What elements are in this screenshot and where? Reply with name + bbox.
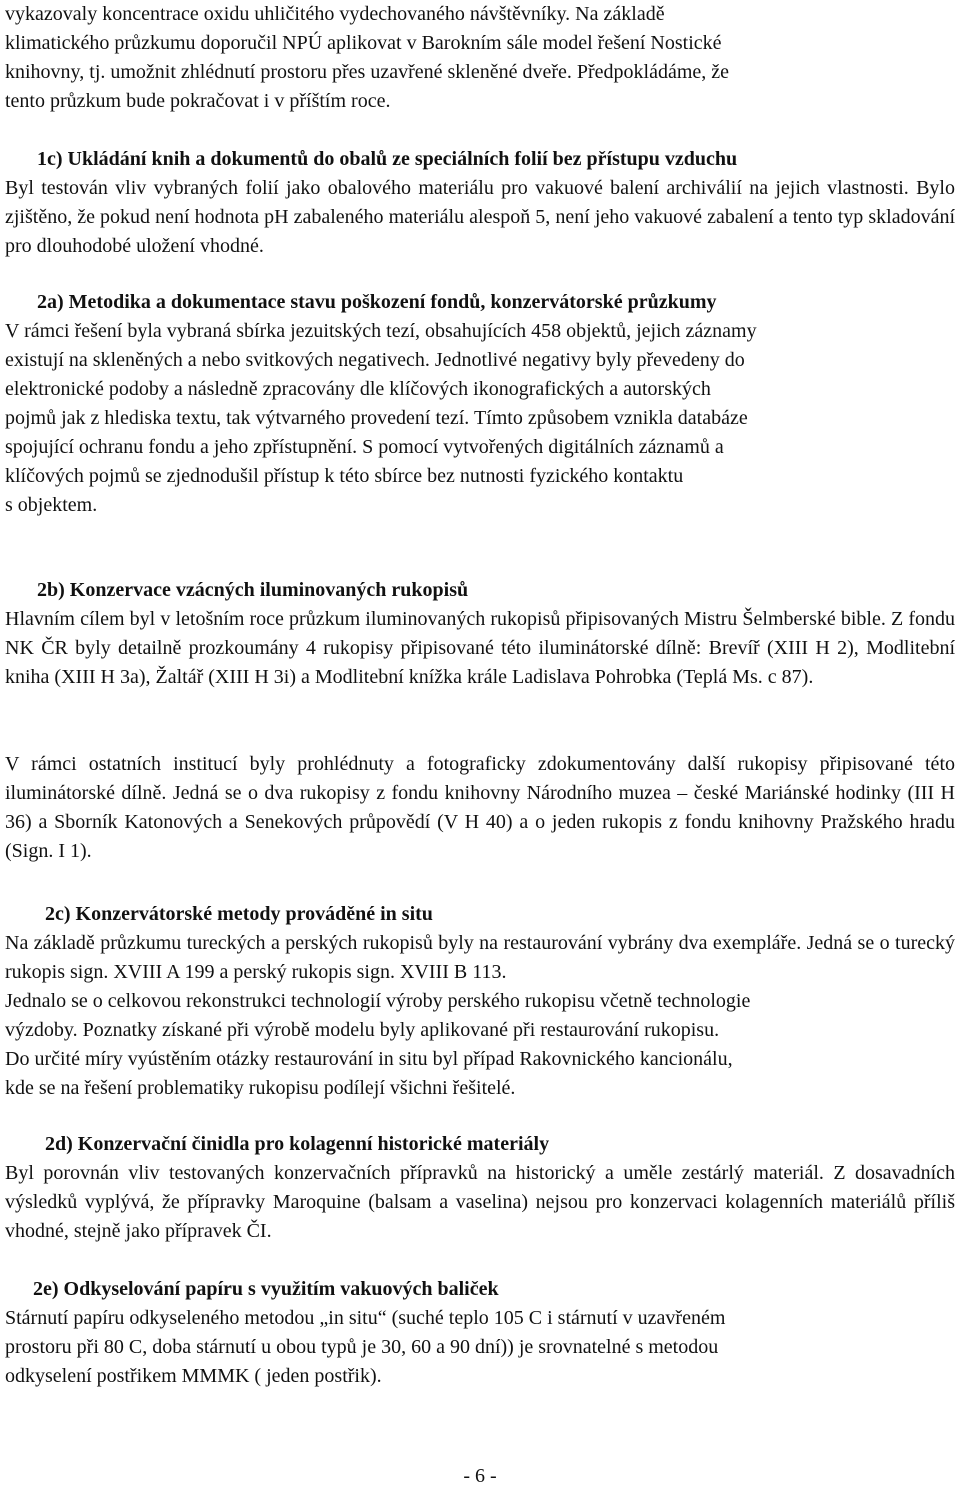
section-1c-heading: 1c) Ukládání knih a dokumentů do obalů ze speciálních folií bez přístupu vzduchu — [37, 148, 738, 170]
section-2a-line: spojující ochranu fondu a jeho zpřístupnění. S pomocí vytvořených digitálních záznamů a — [5, 436, 724, 458]
intro-line: tento průzkum bude pokračovat i v příštím roce. — [5, 90, 391, 112]
section-2b-heading: 2b) Konzervace vzácných iluminovaných rukopisů — [37, 579, 469, 601]
section-2d — [5, 1130, 955, 1246]
section-2a-line: elektronické podoby a následně zpracovány dle klíčových ikonografických a autorských — [5, 378, 711, 400]
section-2c-body: Na základě průzkumu tureckých a perských rukopisů byly na restaurování vybrány dva exempláře. Jedná se o turecký rukopis sign. XVIII A 199 a perský rukopis sign. XVIII B 113. — [5, 932, 955, 983]
section-2b — [5, 576, 955, 692]
section-2a-line: V rámci řešení byla vybraná sbírka jezuitských tezí, obsahujících 458 objektů, jejich záznamy — [5, 320, 757, 342]
section-2a-line: existují na skleněných a nebo svitkových negativech. Jednotlivé negativy byly převedeny do — [5, 349, 745, 371]
section-2e-line: odkyselení postřikem MMMK ( jeden postřik). — [5, 1365, 382, 1387]
intro-line: vykazovaly koncentrace oxidu uhličitého vydechovaného návštěvníky. Na základě — [5, 3, 665, 25]
section-2a-line: pojmů jak z hlediska textu, tak výtvarného provedení tezí. Tímto způsobem vznikla databáze — [5, 407, 748, 429]
section-2a — [5, 288, 955, 520]
section-1c — [5, 145, 955, 261]
section-2c-line: výzdoby. Poznatky získané při výrobě modelu byly aplikované při restaurování rukopisu. — [5, 1019, 720, 1041]
section-2e-heading: 2e) Odkyselování papíru s využitím vakuových baliček — [33, 1278, 499, 1300]
section-2c-line: Do určité míry vyústěním otázky restaurování in situ byl případ Rakovnického kancionálu, — [5, 1048, 733, 1070]
intro-line: knihovny, tj. umožnit zhlédnutí prostoru přes uzavřené skleněné dveře. Předpokládáme, že — [5, 61, 730, 83]
section-2c — [5, 900, 955, 1103]
section-2d-body: Byl porovnán vliv testovaných konzervačních přípravků na historický a uměle zestárlý materiál. Z dosavadních výsledků vyplývá, že přípravky Maroquine (balsam a vaselina) nejsou pro konzervaci kolagenních materiálů příliš vhodné, stejně jako přípravek ČI. — [5, 1162, 955, 1242]
section-2a-line: klíčových pojmů se zjednodušil přístup k této sbírce bez nutnosti fyzického kontaktu — [5, 465, 684, 487]
section-2c-heading: 2c) Konzervátorské metody prováděné in situ — [45, 903, 433, 925]
section-2c-line: Jednalo se o celkovou rekonstrukci technologií výroby perského rukopisu včetně technologie — [5, 990, 751, 1012]
section-2e — [5, 1275, 955, 1391]
section-2d-heading: 2d) Konzervační činidla pro kolagenní historické materiály — [45, 1133, 550, 1155]
page-number: - 6 - — [463, 1465, 497, 1487]
section-2b-paragraph-2: V rámci ostatních institucí byly prohlédnuty a fotograficky zdokumentovány další rukopisy připisované této iluminátorské dílně. Jedná se o dva rukopisy z fondu knihovny Národního muzea – české Mariánské hodinky (III H 36) a Sborník Katonových a Senekových průpovědí (V H 40) a o jeden rukopis z fondu knihovny Pražského hradu (Sign. I 1). — [5, 753, 955, 862]
section-2c-line: kde se na řešení problematiky rukopisu podílejí všichni řešitelé. — [5, 1077, 516, 1099]
section-2b-continued — [5, 750, 955, 866]
section-2a-heading: 2a) Metodika a dokumentace stavu poškození fondů, konzervátorské průzkumy — [37, 291, 717, 313]
section-2b-paragraph-1: Hlavním cílem byl v letošním roce průzkum iluminovaných rukopisů připisovaných Mistru Šelmberské bible. Z fondu NK ČR byly detailně prozkoumány 4 rukopisy připisované této iluminátorské dílně: Brevíř (XIII H 2), Modlitební kniha (XIII H 3a), Žaltář (XIII H 3i) a Modlitební knížka krále Ladislava Pohrobka (Teplá Ms. c 87). — [5, 608, 955, 688]
intro-line: klimatického průzkumu doporučil NPÚ aplikovat v Barokním sále model řešení Nostické — [5, 32, 722, 54]
section-2a-line: s objektem. — [5, 494, 98, 516]
section-2e-line: Stárnutí papíru odkyseleného metodou „in situ“ (suché teplo 105 C i stárnutí v uzavřeném — [5, 1307, 726, 1329]
section-2e-line: prostoru při 80 C, doba stárnutí u obou typů je 30, 60 a 90 dní)) je srovnatelné s metodou — [5, 1336, 719, 1358]
intro-paragraph — [5, 0, 955, 116]
section-1c-body: Byl testován vliv vybraných folií jako obalového materiálu pro vakuové balení archiválií na jejich vlastnosti. Bylo zjištěno, že pokud není hodnota pH zabaleného materiálu alespoň 5, není jeho vakuové zabalení a tento typ skladování pro dlouhodobé uložení vhodné. — [5, 177, 955, 257]
